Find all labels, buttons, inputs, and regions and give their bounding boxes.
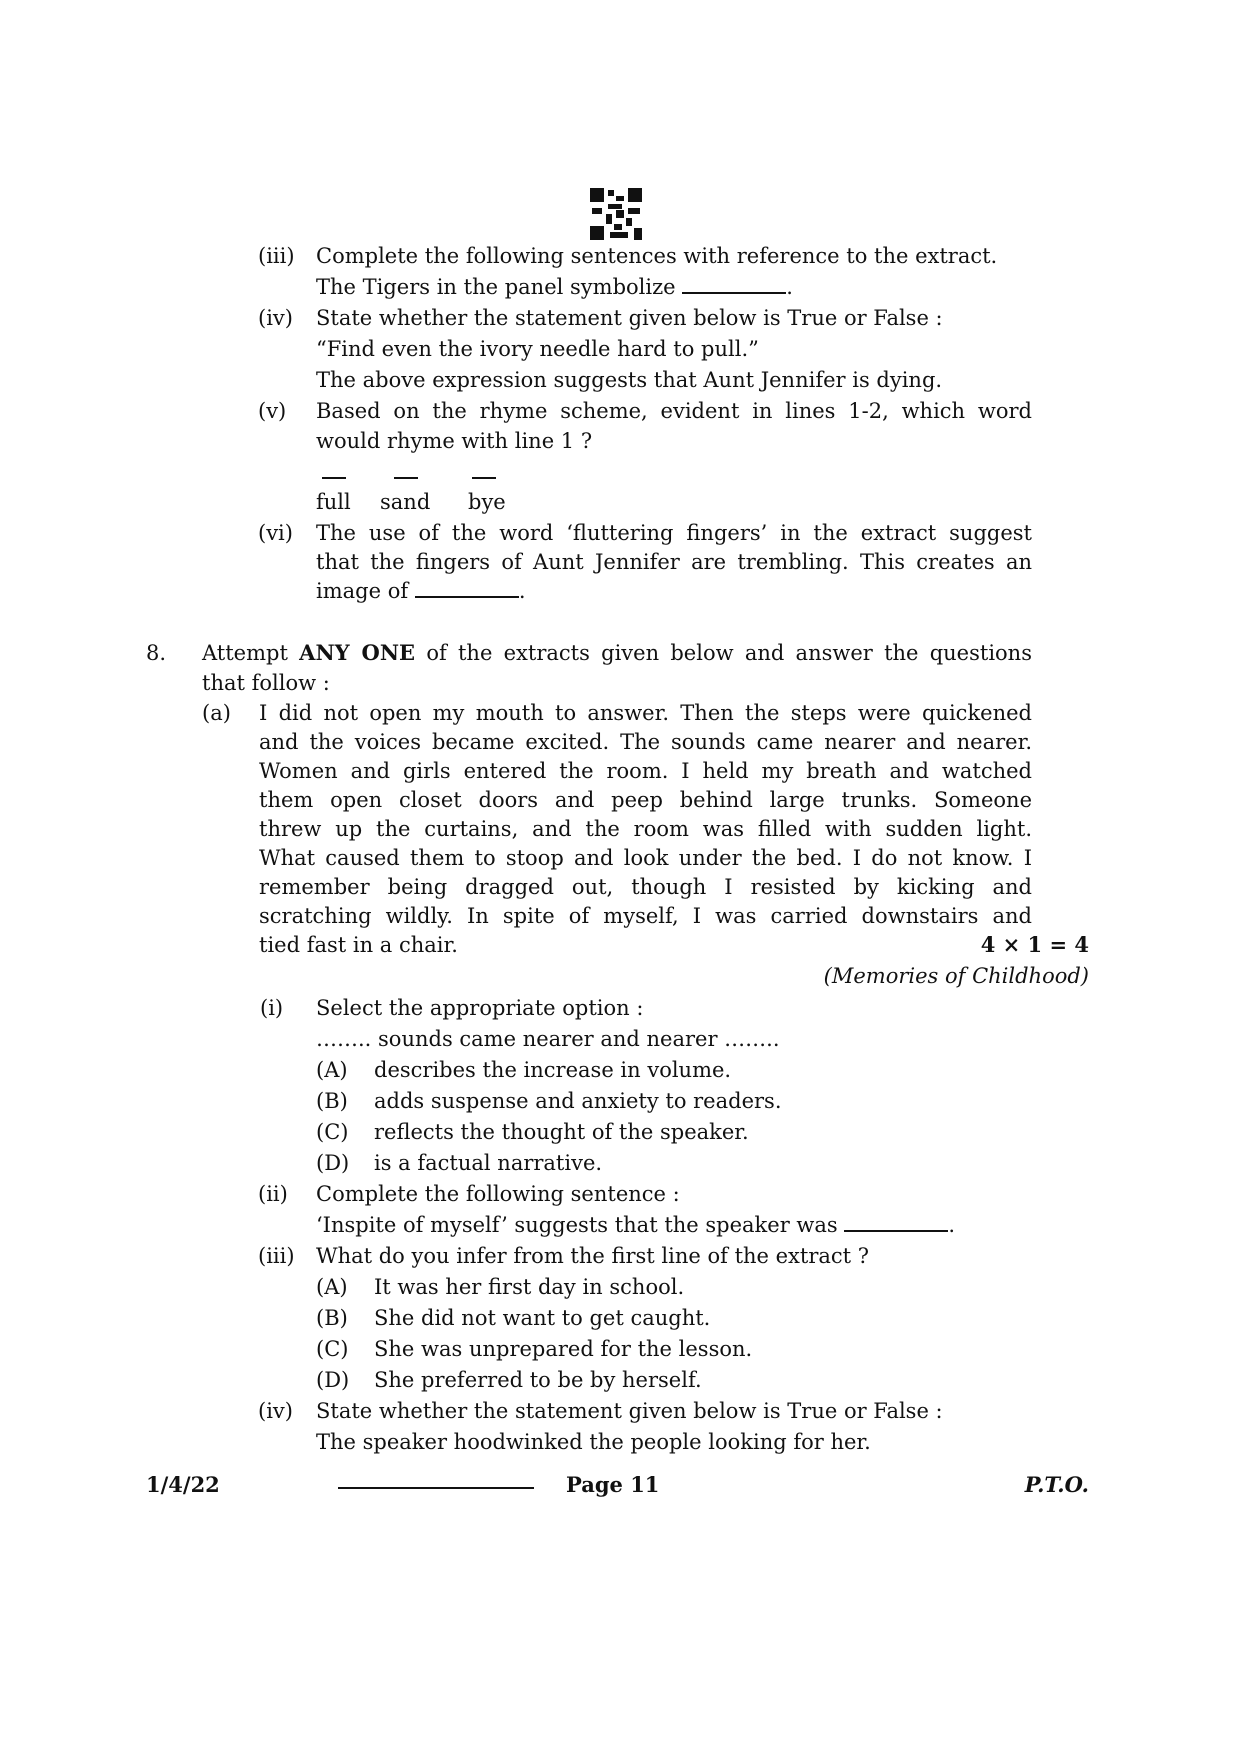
q8-iv-line2: The speaker hoodwinked the people looking for her. bbox=[316, 1430, 871, 1454]
marks-label: 4 × 1 = 4 bbox=[980, 932, 1089, 957]
option-text: She was unprepared for the lesson. bbox=[374, 1337, 753, 1361]
q7-iv-line3: The above expression suggests that Aunt Jennifer is dying. bbox=[316, 368, 943, 392]
passage-line: What caused them to stoop and look under the bed. I do not know. I bbox=[259, 846, 1032, 870]
option-text: adds suspense and anxiety to readers. bbox=[374, 1089, 782, 1113]
q8-i-number: (i) bbox=[260, 996, 284, 1020]
passage-line: I did not open my mouth to answer. Then the steps were quickened bbox=[259, 701, 1032, 725]
q7-iii-number: (iii) bbox=[258, 244, 295, 268]
q7-iv-line2: “Find even the ivory needle hard to pull.” bbox=[316, 337, 759, 361]
option-label: (A) bbox=[316, 1058, 348, 1082]
passage-line: tied fast in a chair. bbox=[259, 933, 458, 957]
q8-intro-line1: Attempt ANY ONE of the extracts given below and answer the questions bbox=[202, 640, 1032, 665]
q8-number: 8. bbox=[146, 641, 167, 665]
option-text: describes the increase in volume. bbox=[374, 1058, 732, 1082]
option-label: (C) bbox=[316, 1337, 349, 1361]
q8-a-label: (a) bbox=[202, 701, 231, 725]
q8-iii-line1: What do you infer from the first line of the extract ? bbox=[316, 1244, 870, 1268]
q8-ii-number: (ii) bbox=[258, 1182, 288, 1206]
option-label: (B) bbox=[316, 1306, 348, 1330]
passage-line: them open closet doors and peep behind large trunks. Someone bbox=[259, 788, 1032, 812]
rhyme-option: bye bbox=[468, 490, 506, 514]
passage-line: Women and girls entered the room. I held my breath and watched bbox=[259, 759, 1032, 783]
q7-iv-number: (iv) bbox=[258, 306, 293, 330]
q8-i-line2: …….. sounds came nearer and nearer …….. bbox=[316, 1027, 780, 1051]
q7-vi-number: (vi) bbox=[258, 521, 293, 545]
passage-line: remember being dragged out, though I resisted by kicking and bbox=[259, 875, 1032, 899]
option-label: (D) bbox=[316, 1368, 350, 1392]
option-label: (C) bbox=[316, 1120, 349, 1144]
rhyme-option: full bbox=[316, 490, 351, 514]
q8-iv-number: (iv) bbox=[258, 1399, 293, 1423]
option-label: (B) bbox=[316, 1089, 348, 1113]
rhyme-dash bbox=[394, 477, 418, 479]
answer-blank bbox=[682, 274, 786, 294]
footer-rule bbox=[338, 1487, 534, 1489]
answer-blank bbox=[844, 1212, 948, 1232]
q8-iii-number: (iii) bbox=[258, 1244, 295, 1268]
q7-iii-line2: The Tigers in the panel symbolize . bbox=[316, 275, 793, 299]
passage-line: scratching wildly. In spite of myself, I was carried downstairs and bbox=[259, 904, 1032, 928]
qr-code-icon bbox=[590, 188, 642, 240]
rhyme-option: sand bbox=[380, 490, 431, 514]
source-citation: (Memories of Childhood) bbox=[823, 964, 1089, 988]
option-text: is a factual narrative. bbox=[374, 1151, 603, 1175]
pto-label: P.T.O. bbox=[1024, 1472, 1089, 1497]
q7-vi-line1: The use of the word ‘fluttering fingers’ in the extract suggest bbox=[316, 521, 1032, 545]
passage-line: threw up the curtains, and the room was filled with sudden light. bbox=[259, 817, 1032, 841]
q8-iv-line1: State whether the statement given below is True or False : bbox=[316, 1399, 943, 1423]
passage-line: and the voices became excited. The sounds came nearer and nearer. bbox=[259, 730, 1032, 754]
rhyme-dash bbox=[472, 477, 496, 479]
q7-v-number: (v) bbox=[258, 399, 287, 423]
page-number: Page 11 bbox=[566, 1472, 660, 1497]
option-text: reflects the thought of the speaker. bbox=[374, 1120, 749, 1144]
q7-iv-line1: State whether the statement given below is True or False : bbox=[316, 306, 943, 330]
q8-ii-line2: ‘Inspite of myself’ suggests that the speaker was . bbox=[316, 1213, 956, 1237]
option-text: She did not want to get caught. bbox=[374, 1306, 711, 1330]
option-text: She preferred to be by herself. bbox=[374, 1368, 702, 1392]
q7-v-line1: Based on the rhyme scheme, evident in lines 1-2, which word bbox=[316, 399, 1032, 423]
q8-intro-line2: that follow : bbox=[202, 671, 330, 695]
q7-vi-line3: image of . bbox=[316, 579, 526, 603]
q7-vi-line2: that the fingers of Aunt Jennifer are trembling. This creates an bbox=[316, 550, 1032, 574]
option-label: (D) bbox=[316, 1151, 350, 1175]
paper-code: 1/4/22 bbox=[146, 1472, 220, 1497]
q7-iii-line1: Complete the following sentences with reference to the extract. bbox=[316, 244, 998, 268]
q8-ii-line1: Complete the following sentence : bbox=[316, 1182, 680, 1206]
answer-blank bbox=[415, 578, 519, 598]
rhyme-dash bbox=[322, 477, 346, 479]
q7-v-line2: would rhyme with line 1 ? bbox=[316, 429, 593, 453]
option-label: (A) bbox=[316, 1275, 348, 1299]
option-text: It was her first day in school. bbox=[374, 1275, 685, 1299]
q8-i-line1: Select the appropriate option : bbox=[316, 996, 644, 1020]
